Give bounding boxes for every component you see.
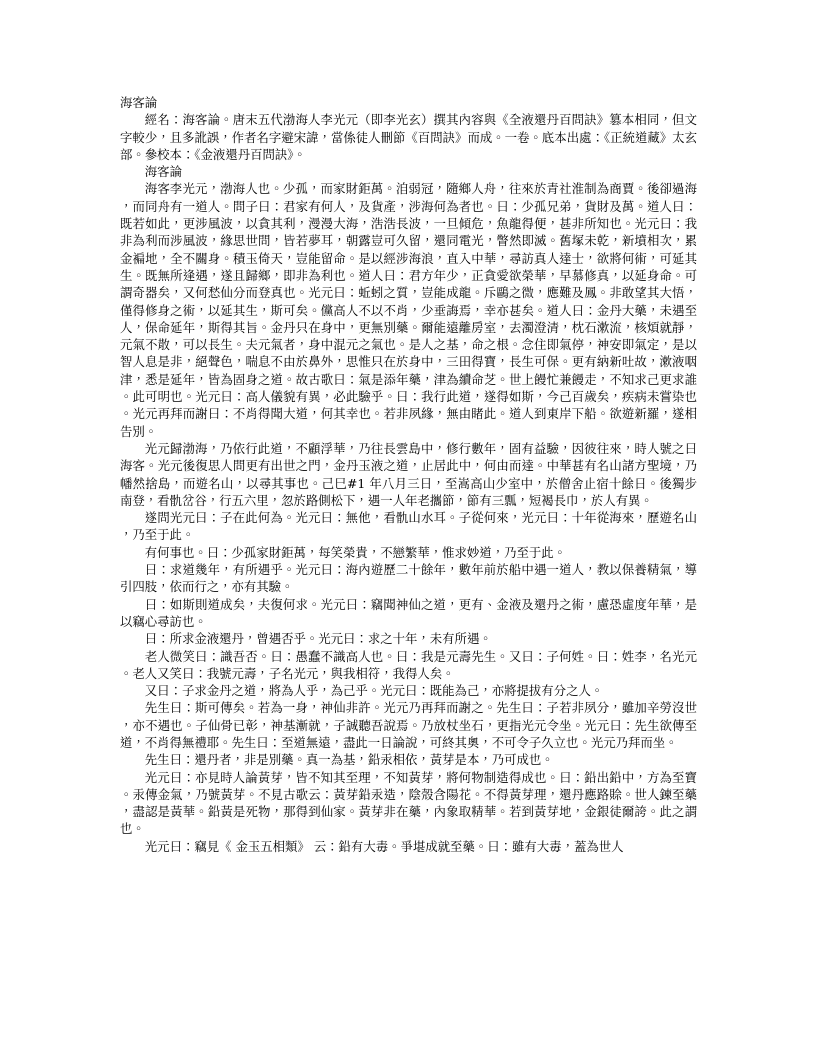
document-title: 海客論 bbox=[120, 95, 158, 110]
paragraph: 先生曰：斯可傳矣。若為一身，神仙非許。光元乃再拜而謝之。先生曰：子若非夙分，雖加辛勞沒世，亦不遇也。子仙骨已彰，神基漸就，子誠聽吾說焉。乃放杖坐石，更指光元令坐。光元曰：先生欲傳至道，不肖得無禮耶。先生曰：至道無遠，盡此一日論說，可終其奧，不可令子久立也。光元乃拜而坐。 bbox=[120, 700, 697, 750]
paragraph: 光元曰：竊見《 金玉五相類》 云：鉛有大毒。爭堪成就至藥。曰：雖有大毒，蓋為世人 bbox=[144, 838, 624, 854]
section-heading: 海客論 bbox=[144, 164, 182, 180]
paragraph: 又曰：子求金丹之道，將為人乎，為己乎。光元曰：既能為己，亦將提拔有分之人。 bbox=[144, 683, 604, 699]
paragraph: 曰：如斯則道成矣，夫復何求。光元曰：竊聞神仙之道，更有、金液及還丹之術，慮恐虛度年華，是以竊心尋訪也。 bbox=[120, 596, 697, 629]
paragraph: 曰：所求金液還丹，曾遇否乎。光元曰：求之十年，未有所遇。 bbox=[144, 631, 492, 647]
paragraph: 曰：求道幾年，有所遇乎。光元曰：海內遊歷二十餘年，數年前於船中遇一道人，教以保養精氣，導引四肢，依而行之，亦有其驗。 bbox=[120, 562, 697, 595]
paragraph: 光元曰：亦見時人論黃芽，皆不知其至理，不知黃芽，將何物制造得成也。曰：鉛出鉛中，方為至寶。汞傳金氣，乃號黃芽。不見古歌云：黃芽鉛汞造，陰殼含陽花。不得黃芽理，還丹應路賒。世人鍊至藥，盡認是黃華。鉛黃是死物，那得到仙家。黃芽非在藥，內象取精華。若到黃芽地，金銀徒爾誇。此之謂也。 bbox=[120, 769, 697, 837]
paragraph: 經名：海客論。唐末五代渤海人李光元（即李光玄）撰其內容與《全液還丹百問訣》篡本相同，但文字較少，且多訛誤，作者名字避宋諱，當係徒人刪節《百問訣》而成。一卷。底本出處：《正統道藏》太玄部。參校本：《金液還丹百問訣》。 bbox=[120, 112, 697, 162]
paragraph: 遂問光元曰：子在此何為。光元曰：無他，看骩山水耳。子從何來，光元曰：十年從海來，歷遊名山，乃至于此。 bbox=[120, 510, 697, 543]
paragraph: 先生曰：還丹者，非是別藥。真一為基，鉛汞相依，黃芽是本，乃可成也。 bbox=[144, 752, 554, 768]
paragraph: 老人微笑曰：識吾否。曰：愚蠢不識高人也。曰：我是元壽先生。又曰：子何姓。曰：姓李，名光元。老人又笑曰：我號元壽，子名光元，與我相符，我得人矣。 bbox=[120, 648, 697, 681]
paragraph: 光元歸渤海，乃依行此道，不顧浮華，乃往長雲島中，修行數年，固有益驗，因彼往來，時人號之曰海客。光元後復思人問更有出世之門，金丹玉液之道，止居此中，何由而達。中華甚有名山諸方聖境，乃幡然捨島，而遊名山，以尋其事也。己巳#1 年八月三日，至嵩高山少室中，於僧舍止宿十餘日。後獨步南登，看骩岔谷，行五六里，忽於路側松下，遇一人年老攜節，節有三瓢，短褐長巾，於人有異。 bbox=[120, 440, 697, 508]
document-body bbox=[120, 94, 697, 855]
paragraph: 海客李光元，渤海人也。少孤，而家財鉅萬。洎弱冠，隨鄉人舟，往來於青社淮制為商賈。後卻過海，而同舟有一道人。問子曰：君家有何人，及貨產，涉海何為者也。曰：少孤兄弟，貨財及萬。道人曰：既若如此，更涉風波，以貪其利，漫漫大海，浩浩長波，一旦傾危，魚龍得便，甚非所知也。光元曰：我非為利而涉風波，緣思世問，皆若夢耳，朝露豈可久留，還同電光，瞥然即滅。舊塚未乾，新墳相次，累金褊地，全不關身。積玉倚天，豈能留命。是以經涉海浪，直入中華，尋訪真人達士，欲將何術，可延其生。既無所逢遇，遂且歸鄉，即非為利也。道人曰：君方年少，正貪愛欲榮華，早慕修真，以延身命。可謂奇器矣，又何愁仙分而登真也。光元曰：蚯蚓之質，豈能成龍。斥鷗之微，應難及鳳。非敢望其大悟，僅得修身之術，以延其生，斯可矣。儻高人不以不肖，少垂誨焉，幸亦甚矣。道人曰：金丹大藥，未遇至人，保命延年，斯得其旨。金丹只在身中，更無別藥。爾能遠離房室，去濁澄清，枕石漱流，核煩就靜，元氣不散，可以長生。夫元氣者，身中混元之氣也。是人之基，命之根。念住即氣停，神安即氣定，是以智人息是非，絕聲色，喘息不由於鼻外，思惟只在於身中，三田得寶，長生可保。更有納新吐故，漱液咽津，悉是延年，皆為固身之道。故古歌曰：氣是添年藥，津為續命芝。世上饅忙兼饅走，不知求己更求誰。此可明也。光元曰：高人儀貌有異，必此驗乎。曰：我行此道，遂得如斯，今己百歲矣，疾病未嘗染也。光元再拜而謝曰：不肖得聞大道，何其幸也。若非夙緣，無由睹此。道人到東岸下船。欲遊新羅，遂相告別。 bbox=[120, 181, 697, 439]
paragraph: 有何事也。曰：少孤家財鉅萬，每笑榮貴，不戀繁華，惟求妙道，乃至于此。 bbox=[144, 544, 567, 560]
